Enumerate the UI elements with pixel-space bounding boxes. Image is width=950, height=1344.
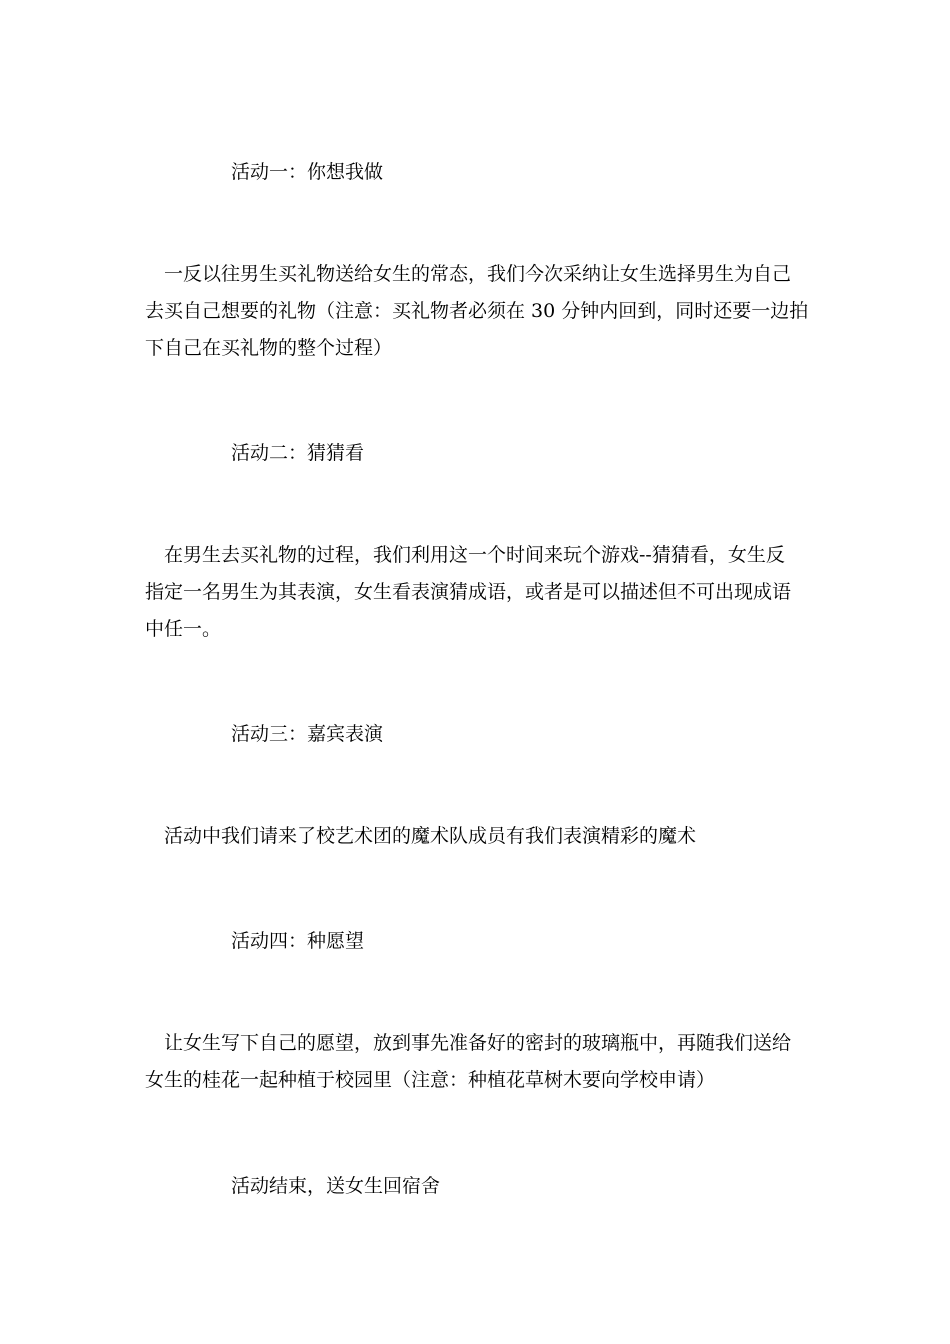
body-line: 去买自己想要的礼物（注意：买礼物者必须在 30 分钟内回到，同时还要一边拍	[145, 300, 809, 322]
body-line: 活动中我们请来了校艺术团的魔术队成员有我们表演精彩的魔术	[164, 825, 697, 847]
body-line: 下自己在买礼物的整个过程）	[145, 337, 393, 359]
closing-line: 活动结束，送女生回宿舍	[231, 1175, 441, 1197]
body-line: 指定一名男生为其表演，女生看表演猜成语，或者是可以描述但不可出现成语	[145, 581, 792, 603]
body-line: 在男生去买礼物的过程，我们利用这一个时间来玩个游戏--猜猜看，女生反	[164, 544, 785, 566]
section-body-1	[145, 256, 810, 367]
section-heading-3: 活动三：嘉宾表演	[231, 723, 384, 745]
section-heading-1: 活动一：你想我做	[231, 161, 384, 183]
section-body-4	[145, 1025, 810, 1099]
body-line: 一反以往男生买礼物送给女生的常态，我们今次采纳让女生选择男生为自己	[164, 263, 792, 285]
section-heading-2: 活动二：猜猜看	[231, 442, 365, 464]
section-heading-4: 活动四：种愿望	[231, 930, 365, 952]
body-line: 女生的桂花一起种植于校园里（注意：种植花草树木要向学校申请）	[145, 1069, 716, 1091]
section-body-3	[145, 818, 810, 855]
body-line: 让女生写下自己的愿望，放到事先准备好的密封的玻璃瓶中，再随我们送给	[164, 1032, 792, 1054]
body-line: 中任一。	[145, 618, 222, 640]
section-body-2	[145, 537, 810, 648]
